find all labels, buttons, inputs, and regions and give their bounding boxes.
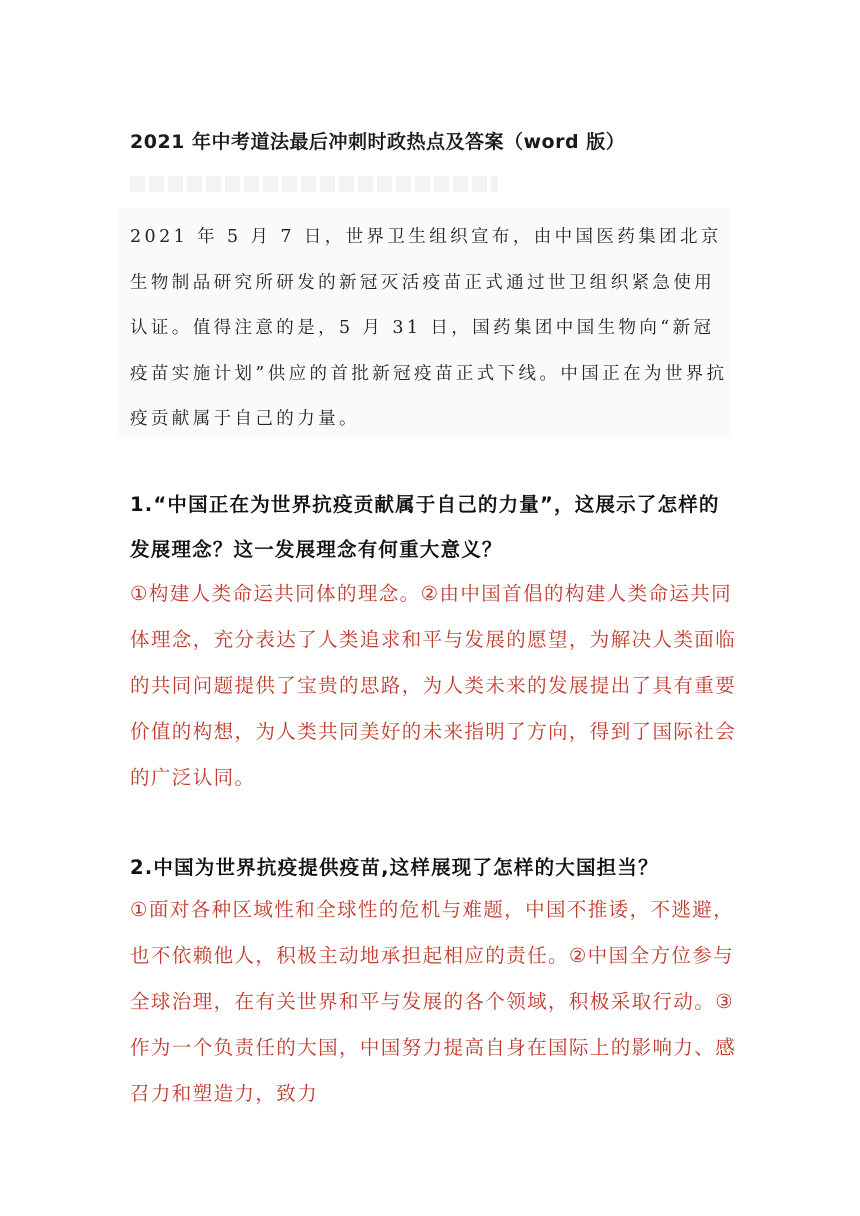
answer-1: ①构建人类命运共同体的理念。②由中国首倡的构建人类命运共同体理念，充分表达了人类追求和平与发展的愿望，为解决人类面临的共同问题提供了宝贵的思路，为人类未来的发展提出了具有重要价值的构想，为人类共同美好的未来指明了方向，得到了国际社会的广泛认同。 [130, 582, 737, 789]
intro-paragraph: 2021 年 5 月 7 日，世界卫生组织宣布，由中国医药集团北京生物制品研究所研发的新冠灭活疫苗正式通过世卫组织紧急使用认证。值得注意的是，5 月 31 日，国药集团中国生物向“新冠疫苗实施计划”供应的首批新冠疫苗正式下线。中国正在为世界抗疫贡献属于自己的力量。 [130, 227, 728, 429]
question-2: 2.中国为世界抗疫提供疫苗,这样展现了怎样的大国担当？ [130, 856, 659, 879]
answer-2: ①面对各种区域性和全球性的危机与难题，中国不推诿，不逃避，也不依赖他人，积极主动地承担起相应的责任。②中国全方位参与全球治理，在有关世界和平与发展的各个领域，积极采取行动。③作为一个负责任的大国，中国努力提高自身在国际上的影响力、感召力和塑造力，致力 [130, 898, 737, 1105]
question-1: 1.“中国正在为世界抗疫贡献属于自己的力量”，这展示了怎样的发展理念？这一发展理念有何重大意义？ [130, 493, 720, 561]
faint-watermark-line [130, 176, 498, 192]
document-title: 2021 年中考道法最后冲刺时政热点及答案（word 版） [130, 130, 626, 153]
